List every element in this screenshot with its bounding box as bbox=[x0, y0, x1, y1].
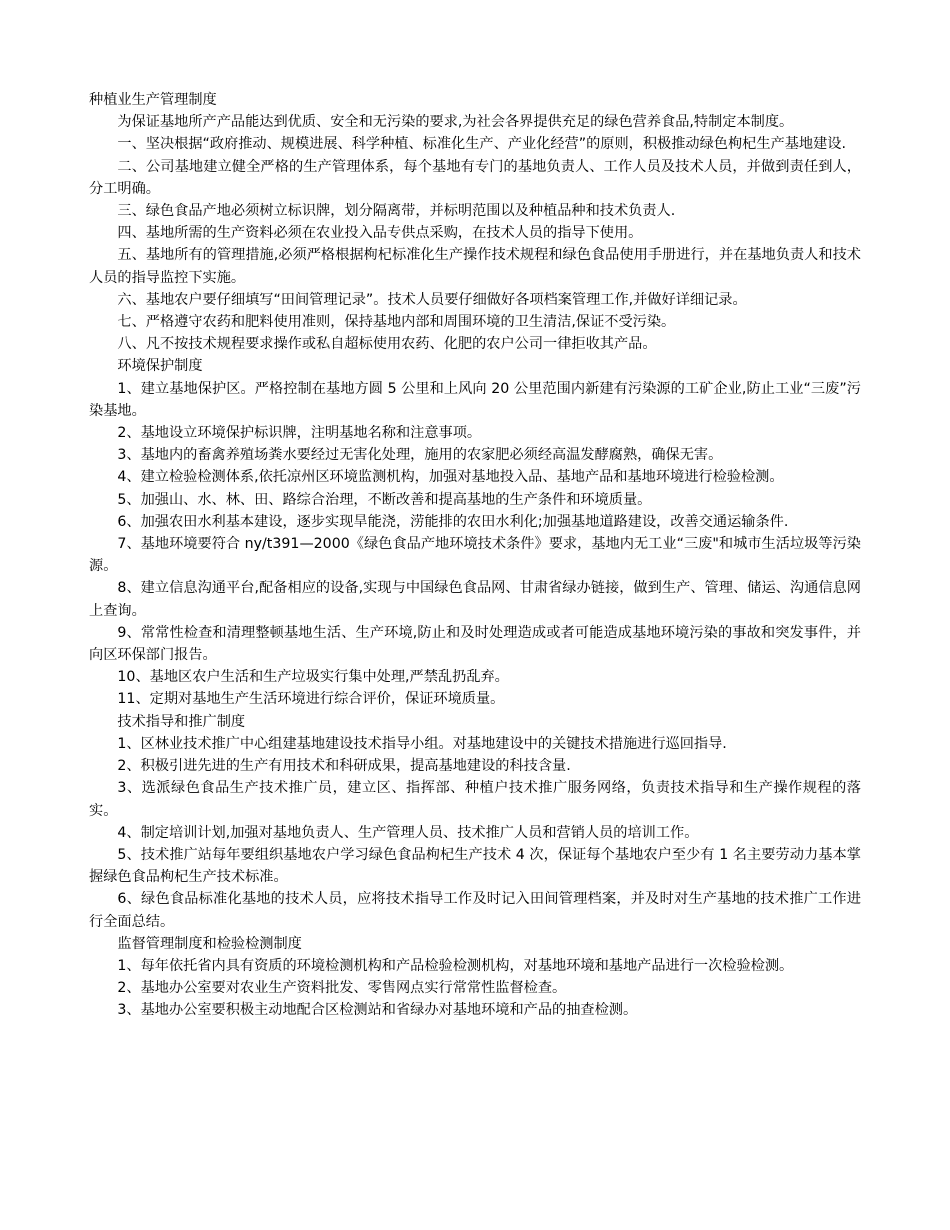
document-paragraph: 8、建立信息沟通平台,配备相应的设备,实现与中国绿色食品网、甘肃省绿办链接，做到生产、管理、储运、沟通信息网上查询。 bbox=[89, 580, 861, 619]
document-paragraph: 7、基地环境要符合 ny/t391—2000《绿色食品产地环境技术条件》要求，基地内无工业“三废"和城市生活垃圾等污染源。 bbox=[89, 536, 861, 575]
document-paragraph: 监督管理制度和检验检测制度 bbox=[117, 935, 302, 952]
document-paragraph: 9、常常性检查和清理整顿基地生活、生产环境,防止和及时处理造成或者可能造成基地环境污染的事故和突发事件，并向区环保部门报告。 bbox=[89, 624, 861, 664]
document-paragraph: 八、凡不按技术规程要求操作或私自超标使用农药、化肥的农户公司一律拒收其产品。 bbox=[117, 336, 657, 353]
document-paragraph: 五、基地所有的管理措施,必须严格根据枸杞标准化生产操作技术规程和绿色食品使用手册进行，并在基地负责人和技术人员的指导监控下实施。 bbox=[89, 247, 861, 286]
document-paragraph: 二、公司基地建立健全严格的生产管理体系，每个基地有专门的基地负责人、工作人员及技术人员，并做到责任到人，分工明确。 bbox=[89, 158, 861, 197]
document-paragraph: 七、严格遵守农药和肥料使用准则，保持基地内部和周围环境的卫生清洁,保证不受污染。 bbox=[117, 314, 676, 331]
document-paragraph: 4、制定培训计划,加强对基地负责人、生产管理人员、技术推广人员和营销人员的培训工作。 bbox=[117, 824, 699, 841]
document-paragraph: 1、建立基地保护区。严格控制在基地方圆 5 公里和上风向 20 公里范围内新建有污染源的工矿企业,防止工业“三废”污染基地。 bbox=[89, 380, 861, 419]
document-title: 种植业生产管理制度 bbox=[89, 92, 217, 108]
document-paragraph: 2、基地办公室要对农业生产资料批发、零售网点实行常常性监督检查。 bbox=[117, 980, 567, 997]
document-paragraph: 3、基地内的畜禽养殖场粪水要经过无害化处理，施用的农家肥必须经高温发酵腐熟，确保无害。 bbox=[117, 447, 723, 464]
document-body bbox=[89, 89, 861, 1022]
document-paragraph: 1、每年依托省内具有资质的环境检测机构和产品检验检测机构，对基地环境和基地产品进行一次检验检测。 bbox=[117, 957, 794, 974]
document-paragraph: 技术指导和推广制度 bbox=[117, 713, 246, 730]
document-paragraph: 1、区林业技术推广中心组建基地建设技术指导小组。对基地建设中的关键技术措施进行巡回指导. bbox=[117, 735, 727, 752]
document-paragraph: 三、绿色食品产地必须树立标识牌，划分隔离带，并标明范围以及种植品种和技术负责人. bbox=[117, 203, 676, 220]
document-paragraph: 2、积极引进先进的生产有用技术和科研成果，提高基地建设的科技含量. bbox=[117, 758, 571, 775]
document-paragraph: 4、建立检验检测体系,依托凉州区环境监测机构，加强对基地投入品、基地产品和基地环境进行检验检测。 bbox=[117, 469, 784, 486]
document-paragraph: 11、定期对基地生产生活环境进行综合评价，保证环境质量。 bbox=[117, 691, 505, 708]
document-paragraph: 环境保护制度 bbox=[117, 358, 203, 375]
document-paragraph: 2、基地设立环境保护标识牌，注明基地名称和注意事项。 bbox=[117, 425, 482, 442]
document-paragraph: 5、加强山、水、林、田、路综合治理，不断改善和提高基地的生产条件和环境质量。 bbox=[117, 491, 652, 508]
document-paragraph: 一、坚决根据“政府推动、规模进展、科学种植、标准化生产、产业化经营”的原则，积极推动绿色枸杞生产基地建设. bbox=[117, 136, 846, 153]
document-paragraph: 六、基地农户要仔细填写“田间管理记录”。技术人员要仔细做好各项档案管理工作,并做好详细记录。 bbox=[117, 291, 747, 308]
document-paragraph: 10、基地区农户生活和生产垃圾实行集中处理,严禁乱扔乱弃。 bbox=[117, 669, 509, 686]
document-paragraph: 四、基地所需的生产资料必须在农业投入品专供点采购，在技术人员的指导下使用。 bbox=[117, 225, 643, 242]
document-paragraph: 为保证基地所产产品能达到优质、安全和无污染的要求,为社会各界提供充足的绿色营养食品,特制定本制度。 bbox=[117, 114, 794, 131]
document-paragraph: 5、技术推广站每年要组织基地农户学习绿色食品枸杞生产技术 4 次，保证每个基地农户至少有 1 名主要劳动力基本掌握绿色食品枸杞生产技术标准。 bbox=[89, 846, 861, 886]
document-paragraph: 6、绿色食品标准化基地的技术人员，应将技术指导工作及时记入田间管理档案，并及时对生产基地的技术推广工作进行全面总结。 bbox=[89, 891, 861, 930]
document-paragraph: 3、选派绿色食品生产技术推广员，建立区、指挥部、种植户技术推广服务网络，负责技术指导和生产操作规程的落实。 bbox=[89, 780, 861, 819]
document-paragraph: 6、加强农田水利基本建设，逐步实现旱能浇，涝能排的农田水利化;加强基地道路建设，改善交通运输条件. bbox=[117, 513, 789, 530]
document-paragraph: 3、基地办公室要积极主动地配合区检测站和省绿办对基地环境和产品的抽查检测。 bbox=[117, 1002, 638, 1019]
